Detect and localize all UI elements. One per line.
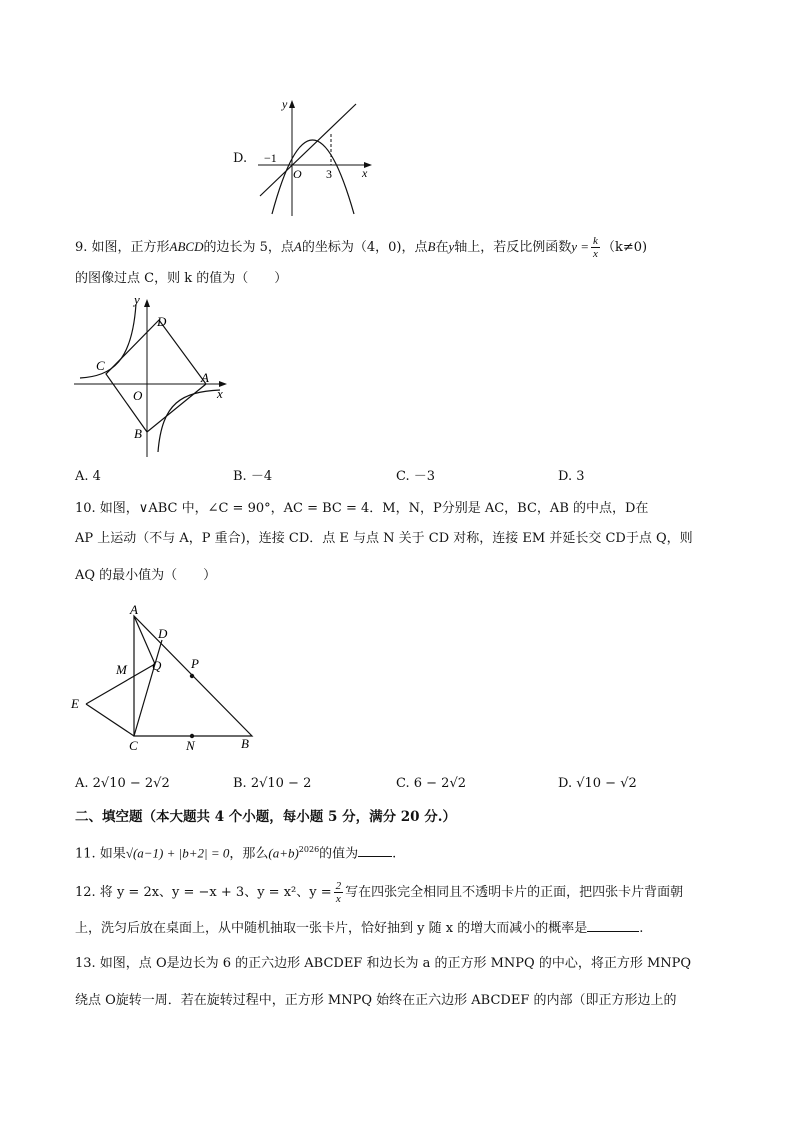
- q10-fig-b: B: [241, 736, 249, 751]
- q12-answer-blank[interactable]: [587, 919, 639, 932]
- q8d-three-label: 3: [326, 167, 332, 181]
- q8d-y-label: y: [282, 97, 288, 111]
- q10-option-a[interactable]: A. 2√10 − 2√2: [75, 776, 170, 791]
- q11-line: 11. 如果√(a−1) + |b+2| = 0，那么$(a+b)^{2026}$的值为 .: [75, 845, 397, 862]
- q9-option-d[interactable]: D. 3: [558, 469, 585, 484]
- q10-line2: AP 上运动（不与 A，P 重合)，连接 CD．点 E 与点 N 关于 CD 对称，连接 EM 并延长交 CD于点 Q，则: [75, 531, 693, 546]
- q9-line1: 9. 如图，正方形ABCD的边长为 5，点A的坐标为（4，0)，点B在y轴上，若反比例函数y = $\frac{k}{x}$ （k≠0): [75, 235, 648, 260]
- q9-option-c[interactable]: C. －3: [396, 469, 436, 484]
- q10-line3: AQ 的最小值为（ ）: [75, 568, 217, 583]
- q13-line2: 绕点 O旋转一周．若在旋转过程中，正方形 MNPQ 始终在正六边形 ABCDEF 的内部（即正方形边上的: [75, 993, 677, 1008]
- q11-answer-blank[interactable]: [358, 844, 392, 857]
- q9-fig-b: B: [134, 426, 142, 441]
- q8d-neg-one-label: −1: [264, 151, 277, 165]
- q9-fig-x: x: [217, 386, 223, 401]
- q10-fig-c: C: [129, 738, 138, 752]
- q9-fig-d: D: [157, 314, 167, 329]
- section-2-heading: 二、填空题（本大题共 4 个小题，每小题 5 分，满分 20 分.）: [75, 809, 456, 825]
- q8d-origin-label: O: [293, 167, 302, 181]
- q9-option-b[interactable]: B. －4: [233, 469, 273, 484]
- q8d-x-label: x: [362, 166, 368, 180]
- q9-figure: [72, 292, 232, 460]
- q8-option-d-graph: [250, 96, 380, 220]
- q10-option-b[interactable]: B. 2√10 − 2: [233, 776, 312, 791]
- q10-option-d[interactable]: D. √10 − √2: [558, 776, 637, 791]
- q10-fig-a: A: [130, 602, 138, 617]
- q10-fig-n: N: [186, 738, 195, 752]
- q8-option-d-label: D.: [233, 151, 248, 166]
- q10-line1: 10. 如图，∨ABC 中，∠C = 90°，AC = BC = 4．M，N，P分别是 AC，BC，AB 的中点，D在: [75, 501, 649, 516]
- q12-line1: 12. 将 y = 2x、y = −x + 3、y = x²、y = $\frac{2}{x}$ 写在四张完全相同且不透明卡片的正面，把四张卡片背面朝: [75, 880, 684, 905]
- q9-fig-y: y: [134, 292, 140, 307]
- q13-line1: 13. 如图，点 O是边长为 6 的正六边形 ABCDEF 和边长为 a 的正方形 MNPQ 的中心，将正方形 MNPQ: [75, 956, 692, 971]
- q10-fig-d: D: [158, 626, 168, 641]
- q10-figure: [68, 600, 268, 752]
- q9-option-a[interactable]: A. 4: [75, 469, 101, 484]
- q10-fig-m: M: [116, 662, 127, 677]
- q9-fig-a: A: [201, 370, 209, 385]
- q12-line2: 上，洗匀后放在桌面上，从中随机抽取一张卡片，恰好抽到 y 随 x 的增大而减小的概率是 .: [75, 921, 644, 936]
- q10-fig-p: P: [191, 656, 199, 671]
- q9-fig-c: C: [96, 358, 105, 373]
- q10-option-c[interactable]: C. 6 − 2√2: [396, 776, 467, 791]
- q9-fig-o: O: [133, 388, 143, 403]
- q10-fig-q: Q: [152, 658, 162, 673]
- q10-fig-e: E: [71, 696, 79, 711]
- q9-line2: 的图像过点 C，则 k 的值为（ ）: [75, 271, 288, 286]
